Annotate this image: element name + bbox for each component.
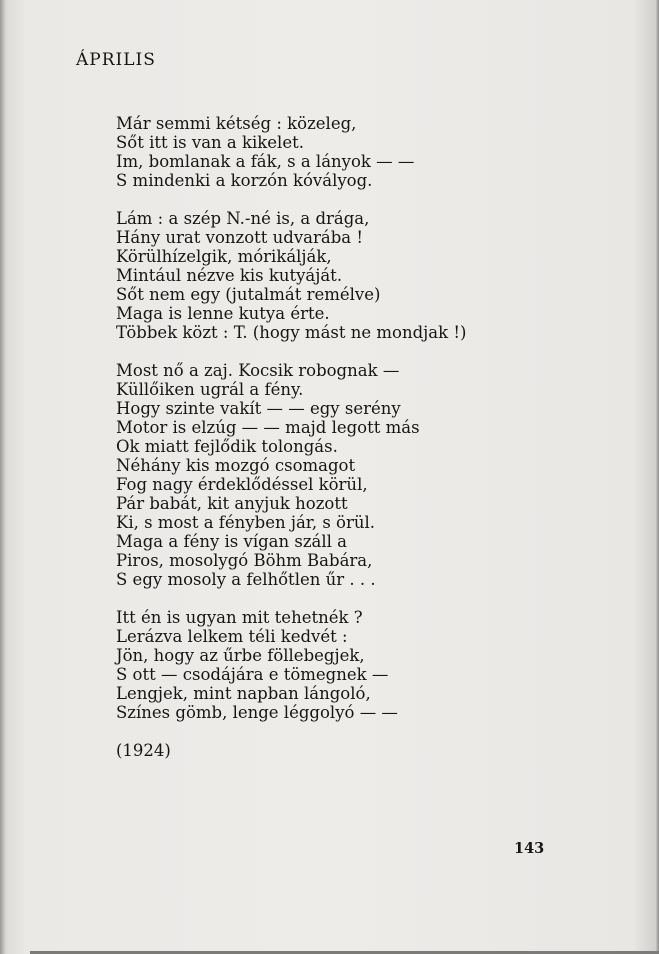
poem-body: [116, 114, 466, 741]
poem-line: Mintául nézve kis kutyáját.: [116, 266, 343, 285]
poem-line: Maga a fény is vígan száll a: [116, 532, 348, 551]
poem-line: Hogy szinte vakít — — egy serény: [116, 399, 401, 418]
poem-line: Színes gömb, lenge léggolyó — —: [116, 703, 398, 722]
poem-line: Pár babát, kit anyjuk hozott: [116, 494, 348, 513]
stanza-2: [116, 209, 466, 342]
poem-date: (1924): [116, 741, 171, 760]
stanza-1: [116, 114, 466, 190]
stanza-4: [116, 608, 466, 722]
poem-line: Sőt itt is van a kikelet.: [116, 133, 304, 152]
poem-line: Körülhízelgik, mórikálják,: [116, 247, 332, 266]
poem-line: Lengjek, mint napban lángoló,: [116, 684, 371, 703]
poem-line: Ki, s most a fényben jár, s örül.: [116, 513, 376, 532]
page-right-edge: [655, 0, 659, 954]
poem-line: Fog nagy érdeklődéssel körül,: [116, 475, 368, 494]
poem-line: Piros, mosolygó Böhm Babára,: [116, 551, 373, 570]
poem-line: Im, bomlanak a fák, s a lányok — —: [116, 152, 415, 171]
stanza-3: [116, 361, 466, 589]
poem-line: Motor is elzúg — — majd legott más: [116, 418, 420, 437]
page-title: ÁPRILIS: [76, 50, 156, 70]
poem-line: Ok miatt fejlődik tolongás.: [116, 437, 338, 456]
poem-line: Néhány kis mozgó csomagot: [116, 456, 356, 475]
poem-line: S ott — csodájára e tömegnek —: [116, 665, 389, 684]
poem-line: Küllőiken ugrál a fény.: [116, 380, 304, 399]
poem-line: Többek közt : T. (hogy mást ne mondjak !): [116, 323, 467, 342]
page-gutter-shadow: [0, 0, 6, 954]
poem-line: Most nő a zaj. Kocsik robognak —: [116, 361, 400, 380]
poem-line: Sőt nem egy (jutalmát remélve): [116, 285, 381, 304]
poem-line: S egy mosoly a felhőtlen űr . . .: [116, 570, 376, 589]
page-number: 143: [514, 840, 545, 857]
poem-line: Hány urat vonzott udvarába !: [116, 228, 364, 247]
poem-line: Lám : a szép N.-né is, a drága,: [116, 209, 370, 228]
poem-line: Már semmi kétség : közeleg,: [116, 114, 357, 133]
poem-line: Jön, hogy az űrbe föllebegjek,: [116, 646, 365, 665]
poem-line: Itt én is ugyan mit tehetnék ?: [116, 608, 363, 627]
poem-line: S mindenki a korzón kóvályog.: [116, 171, 373, 190]
poem-line: Lerázva lelkem téli kedvét :: [116, 627, 348, 646]
poem-line: Maga is lenne kutya érte.: [116, 304, 330, 323]
